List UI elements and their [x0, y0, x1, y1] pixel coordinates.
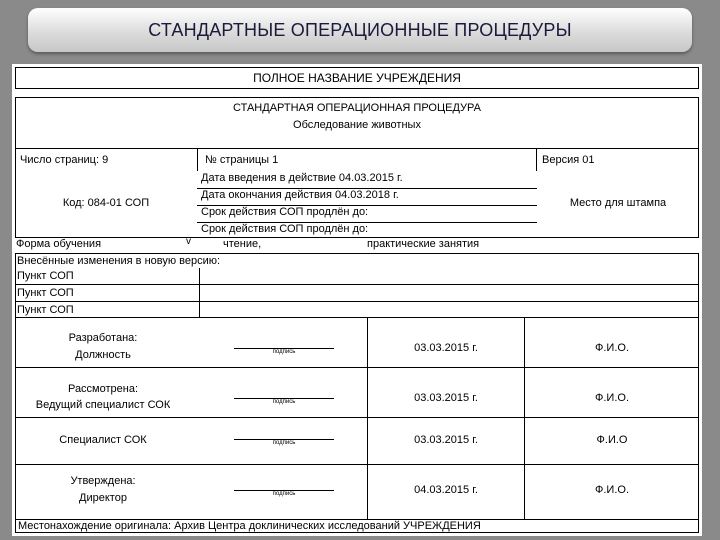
approval-4-signature-caption: подпись	[272, 491, 296, 497]
approval-2-position: Ведущий специалист СОК	[35, 399, 171, 411]
sop-form	[12, 64, 702, 536]
meta-row	[15, 148, 699, 172]
institution-name: ПОЛНОЕ НАЗВАНИЕ УЧРЕЖДЕНИЯ	[253, 71, 461, 85]
title-banner	[28, 8, 692, 52]
approval-4-position: Директор	[79, 492, 127, 504]
approval-4-date: 04.03.2015 г.	[414, 484, 478, 496]
points-sep-1	[15, 284, 699, 285]
approvals-sep-3	[15, 464, 699, 465]
procedure-header	[15, 97, 699, 149]
institution-row	[15, 67, 699, 89]
training-reading: чтение,	[223, 238, 262, 250]
extension-1: Срок действия СОП продлён до:	[201, 206, 369, 218]
points-block	[15, 268, 699, 318]
sop-code: Код: 084-01 СОП	[62, 197, 150, 209]
procedure-heading: СТАНДАРТНАЯ ОПЕРАЦИОННАЯ ПРОЦЕДУРА	[233, 102, 481, 114]
approvals-sep-2	[15, 417, 699, 418]
approval-1-date: 03.03.2015 г.	[414, 342, 478, 354]
approval-2-date: 03.03.2015 г.	[414, 392, 478, 404]
changes-row	[15, 253, 699, 269]
footer-row	[15, 519, 699, 533]
approval-1-role: Разработана:	[68, 332, 138, 344]
effective-date: Дата введения в действие 04.03.2015 г.	[201, 172, 403, 184]
point-2: Пункт СОП	[17, 287, 74, 299]
approval-3-role: Специалист СОК	[59, 434, 147, 446]
training-label: Форма обучения	[16, 238, 102, 250]
approval-2-signature-caption: подпись	[272, 399, 296, 405]
point-1: Пункт СОП	[17, 270, 74, 282]
approvals-sep-1	[15, 367, 699, 368]
training-practical: практические занятия	[367, 238, 480, 250]
page-count: Число страниц: 9	[20, 154, 109, 166]
approval-2-name: Ф.И.О.	[595, 392, 629, 404]
original-location: Местонахождение оригинала: Архив Центра доклинических исследований УЧРЕЖДЕНИЯ	[18, 520, 481, 532]
extension-2: Срок действия СОП продлён до:	[201, 223, 369, 235]
points-divider	[199, 268, 200, 318]
approval-1-signature-caption: подпись	[272, 349, 296, 355]
approval-2-role: Рассмотрена:	[67, 383, 139, 395]
expiry-date: Дата окончания действия 04.03.2018 г.	[201, 189, 399, 201]
approval-3-date: 03.03.2015 г.	[414, 434, 478, 446]
points-sep-2	[15, 301, 699, 302]
page-number: № страницы 1	[205, 154, 279, 166]
changes-label: Внесённые изменения в новую версию:	[17, 255, 221, 267]
version: Версия 01	[542, 154, 595, 166]
approval-1-position: Должность	[75, 349, 131, 361]
approval-4-name: Ф.И.О.	[595, 484, 629, 496]
approval-3-name: Ф.И.О	[596, 434, 628, 446]
stamp-place: Место для штампа	[569, 197, 667, 209]
approval-3-signature-caption: подпись	[272, 440, 296, 446]
approval-4-role: Утверждена:	[70, 475, 136, 487]
procedure-subject: Обследование животных	[293, 119, 421, 131]
approval-1-name: Ф.И.О.	[595, 342, 629, 354]
training-mark: v	[186, 236, 191, 247]
point-3: Пункт СОП	[17, 304, 74, 316]
banner-title: СТАНДАРТНЫЕ ОПЕРАЦИОННЫЕ ПРОЦЕДУРЫ	[148, 19, 572, 40]
